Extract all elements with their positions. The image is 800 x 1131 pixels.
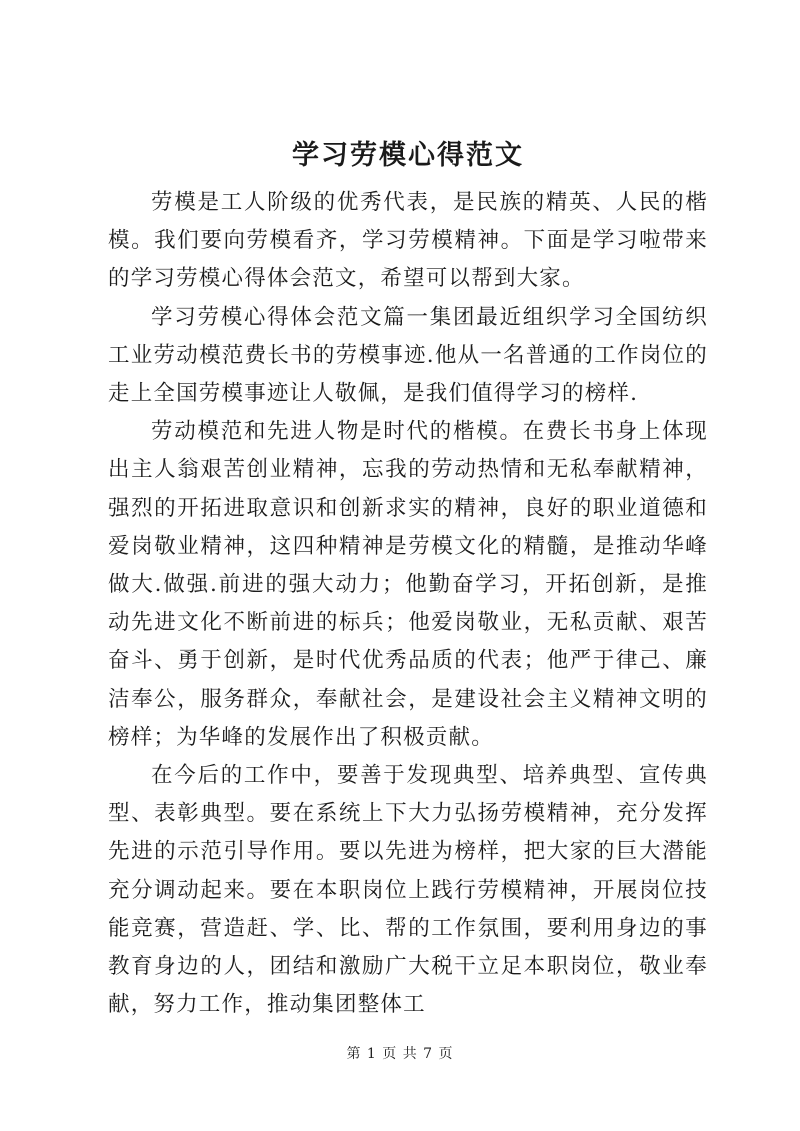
document-title: 学习劳模心得范文 [292,140,524,171]
paragraph-3: 劳动模范和先进人物是时代的楷模。在费长书身上体现出主人翁艰苦创业精神，忘我的劳动热情和无私奉献精神，强烈的开拓进取意识和创新求实的精神，良好的职业道德和爱岗敬业精神，这四种精神是劳模文化的精髓，是推动华峰做大.做强.前进的强大动力；他勤奋学习，开拓创新，是推动先进文化不断前进的标兵；他爱岗敬业，无私贡献、艰苦奋斗、勇于创新，是时代优秀品质的代表；他严于律己、廉洁奉公，服务群众，奉献社会，是建设社会主义精神文明的榜样；为华峰的发展作出了积极贡献。 [108,419,708,750]
paragraph-4: 在今后的工作中，要善于发现典型、培养典型、宣传典型、表彰典型。要在系统上下大力弘扬劳模精神，充分发挥先进的示范引导作用。要以先进为榜样，把大家的巨大潜能充分调动起来。要在本职岗位上践行劳模精神，开展岗位技能竞赛，营造赶、学、比、帮的工作氛围，要利用身边的事教育身边的人，团结和激励广大税干立足本职岗位，敬业奉献，努力工作，推动集团整体工 [108,763,708,1018]
paragraph-1: 劳模是工人阶级的优秀代表，是民族的精英、人民的楷模。我们要向劳模看齐，学习劳模精神。下面是学习啦带来的学习劳模心得体会范文，希望可以帮到大家。 [108,190,708,292]
document-page [108,128,708,1024]
paragraph-2: 学习劳模心得体会范文篇一集团最近组织学习全国纺织工业劳动模范费长书的劳模事迹.他从一名普通的工作岗位的走上全国劳模事迹让人敬佩，是我们值得学习的榜样. [108,304,708,407]
page-number-footer: 第 1 页 共 7 页 [346,1046,454,1062]
